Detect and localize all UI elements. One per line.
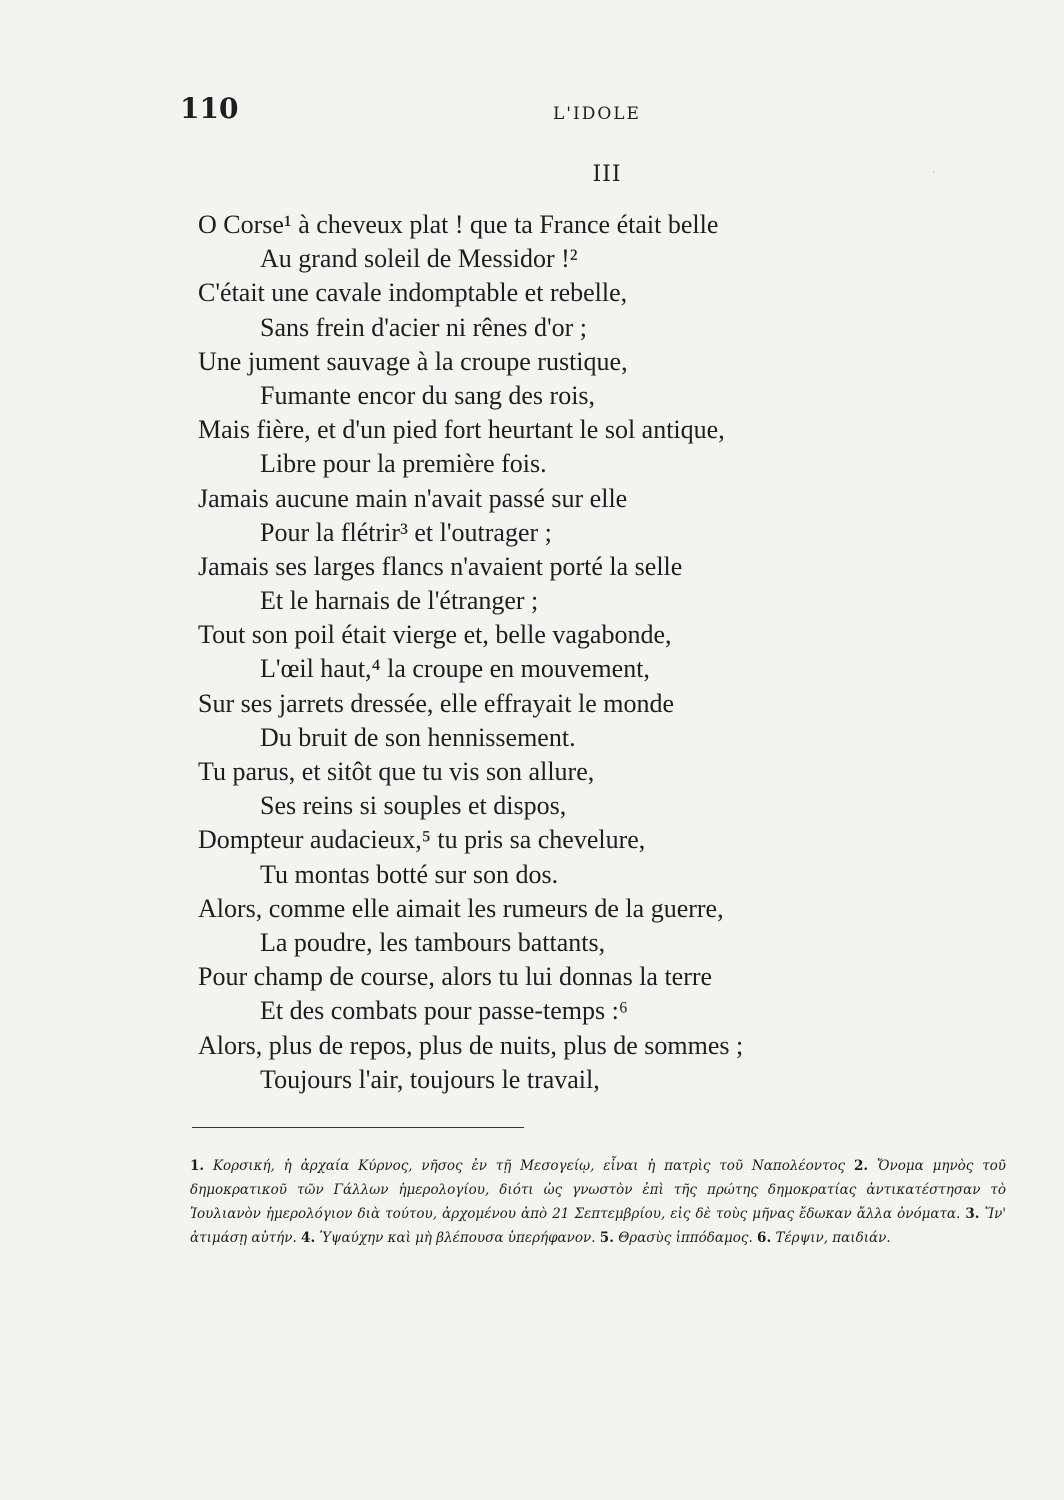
poem-line: Mais fière, et d'un pied fort heurtant le sol antique, xyxy=(198,415,725,445)
poem-line: Jamais aucune main n'avait passé sur elle xyxy=(198,483,628,513)
poem-line: Et des combats pour passe-temps :⁶ xyxy=(260,996,628,1026)
footnote xyxy=(190,1158,854,1174)
footnote-number: 2. xyxy=(853,1158,869,1174)
poem-line: Pour la flétrir³ et l'outrager ; xyxy=(260,517,552,547)
page-number: 110 xyxy=(180,92,239,125)
footnote-text: Θρασὺς ἱππόδαμος. xyxy=(618,1230,753,1246)
footnote-number: 4. xyxy=(301,1230,316,1246)
poem-line: Une jument sauvage à la croupe rustique, xyxy=(198,346,628,376)
footnote-number: 3. xyxy=(965,1206,980,1222)
poem-line: Alors, plus de repos, plus de nuits, plus de sommes ; xyxy=(198,1030,744,1060)
footnote-number: 1. xyxy=(190,1158,205,1174)
poem-line: O Corse¹ à cheveux plat ! que ta France était belle xyxy=(198,210,719,239)
poem-line: Tout son poil était vierge et, belle vagabonde, xyxy=(198,620,672,650)
footnote-text: Ὄνομα μηνὸς τοῦ δημοκρατικοῦ τῶν Γάλλων ἡμερολογίου, διότι ὡς γνωστὸν ἐπὶ τῆς πρώτης δημοκρατίας ἀντικατέστησαν τὸ Ἰουλιανὸν ἡμερολόγιον διὰ τούτου, ἀρχομένου ἀπὸ 21 Σεπτεμβρίου, εἰς δὲ τοὺς μῆνας ἔδωκαν ἄλλα ὀνόματα. xyxy=(190,1158,1007,1222)
poem-line: Du bruit de son hennissement. xyxy=(260,722,576,752)
poem-line: Pour champ de course, alors tu lui donnas la terre xyxy=(198,962,713,992)
poem-line: Alors, comme elle aimait les rumeurs de la guerre, xyxy=(198,893,724,923)
footnote-number: 6. xyxy=(757,1230,772,1246)
poem xyxy=(198,208,958,1097)
section-title: III xyxy=(592,162,622,187)
footnote-text: Τέρψιν, παιδιάν. xyxy=(775,1230,891,1246)
poem-line: Et le harnais de l'étranger ; xyxy=(260,586,539,616)
poem-line: Toujours l'air, toujours le travail, xyxy=(260,1064,600,1094)
bleed-through-shadow: · xyxy=(930,160,938,186)
poem-line: L'œil haut,⁴ la croupe en mouvement, xyxy=(260,654,650,684)
footnote xyxy=(301,1230,600,1246)
footnotes xyxy=(190,1154,1006,1250)
footnote xyxy=(600,1230,757,1246)
poem-line: Libre pour la première fois. xyxy=(260,449,547,479)
poem-line: Sur ses jarrets dressée, elle effrayait le monde xyxy=(198,688,674,718)
footnote-divider xyxy=(192,1127,524,1128)
footnote-text: Ὑψαύχην καὶ μὴ βλέπουσα ὑπερήφανον. xyxy=(319,1230,596,1246)
poem-line: Au grand soleil de Messidor !² xyxy=(260,244,578,274)
poem-line: Ses reins si souples et dispos, xyxy=(260,791,567,821)
poem-line: Jamais ses larges flancs n'avaient porté la selle xyxy=(198,551,683,581)
poem-line: La poudre, les tambours battants, xyxy=(260,927,606,957)
running-title: L'IDOLE xyxy=(553,104,641,124)
footnote-number: 5. xyxy=(599,1230,614,1246)
poem-line: Dompteur audacieux,⁵ tu pris sa chevelure, xyxy=(198,825,646,855)
footnote-text: Ἵν' ἀτιμάσῃ αὐτήν. xyxy=(190,1206,1007,1246)
footnote-text: Κορσική, ἡ ἀρχαία Κύρνος, νῆσος ἐν τῇ Μεσογείῳ, εἶναι ἡ πατρὶς τοῦ Ναπολέοντος xyxy=(212,1158,846,1174)
footnote xyxy=(757,1230,891,1246)
poem-line: Sans frein d'acier ni rênes d'or ; xyxy=(260,312,588,342)
poem-line: Tu parus, et sitôt que tu vis son allure, xyxy=(198,757,595,786)
poem-line: Tu montas botté sur son dos. xyxy=(260,859,559,889)
poem-line: C'était une cavale indomptable et rebelle, xyxy=(198,278,628,308)
poem-line: Fumante encor du sang des rois, xyxy=(260,380,596,410)
